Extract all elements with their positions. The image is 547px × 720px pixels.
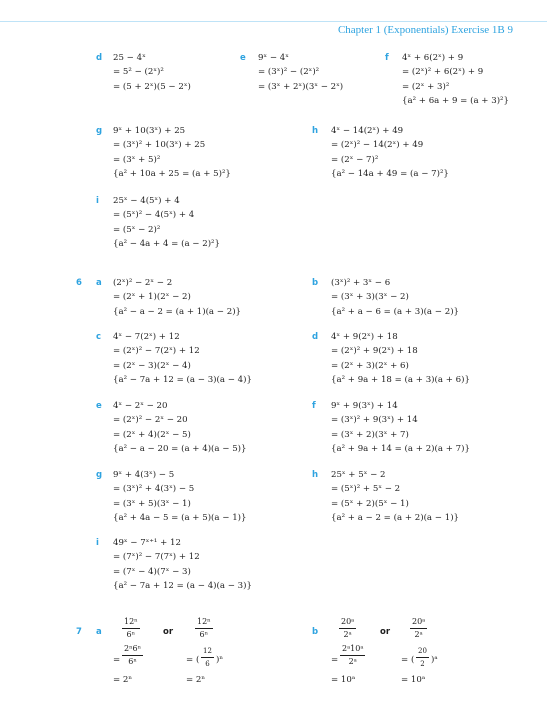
math-line: 4ˣ + 9(2ˣ) + 18: [331, 332, 398, 342]
math-line: = (3ˣ)² + 10(3ˣ) + 25: [113, 140, 206, 151]
part-label: h: [312, 126, 319, 136]
or-word: or: [380, 627, 391, 637]
math-line: = (2ˣ − 7)²: [331, 154, 379, 165]
math-line: = (7ˣ)² − 7(7ˣ) + 12: [113, 552, 200, 563]
math-line: = (5ˣ)² + 5ˣ − 2: [331, 484, 401, 495]
math-line: {a² + 9a + 18 = (a + 3)(a + 6)}: [331, 375, 470, 386]
math-line: = (5ˣ − 2)²: [113, 224, 161, 235]
math-line: 25ˣ − 4(5ˣ) + 4: [113, 196, 180, 206]
fraction: [410, 617, 427, 640]
math-line: = (2ˣ + 3)²: [402, 81, 450, 92]
header-rule: [0, 21, 547, 22]
math-line: 9ˣ + 10(3ˣ) + 25: [113, 126, 186, 136]
solution-5e: [258, 51, 343, 94]
page-header: Chapter 1 (Exponentials) Exercise 1B 9: [337, 24, 513, 36]
fraction-denominator: 6ⁿ: [195, 628, 213, 640]
math-line: = (3ˣ + 5)(3ˣ − 1): [113, 498, 191, 509]
math-line: = 2ⁿ: [186, 675, 206, 685]
math-line: 25 − 4ˣ: [113, 53, 146, 63]
math-line: = 10ᵃ: [331, 675, 356, 685]
or-word: or: [163, 627, 174, 637]
math-line: {a² + 4a − 5 = (a + 5)(a − 1)}: [113, 513, 247, 524]
math-line: {a² − 7a + 12 = (a − 3)(a − 4)}: [113, 375, 252, 386]
math-line: 4ˣ − 14(2ˣ) + 49: [331, 126, 404, 136]
math-line: 4ˣ − 2ˣ − 20: [113, 401, 168, 411]
math-line: 9ˣ + 9(3ˣ) + 14: [331, 401, 398, 411]
paren-open: (: [411, 655, 415, 665]
fraction-numerator: 2ᵃ10ᵃ: [342, 644, 364, 653]
solution-5g: [113, 124, 231, 182]
math-line: {a² − a − 2 = (a + 1)(a − 2)}: [113, 306, 242, 317]
fraction-denominator: 2: [416, 657, 429, 669]
fraction-numerator: 12: [203, 647, 212, 655]
math-line: = (2ˣ + 3)(2ˣ + 6): [331, 360, 409, 371]
solution-6d: [331, 330, 470, 388]
math-line: (2ˣ)² − 2ˣ − 2: [113, 278, 173, 288]
part-label: f: [312, 401, 316, 411]
fraction-denominator: 6ⁿ: [122, 628, 140, 640]
math-line: = (3ˣ + 2ˣ)(3ˣ − 2ˣ): [258, 81, 344, 92]
fraction-denominator: 2ᵃ: [410, 628, 427, 640]
math-line: = 2ⁿ: [113, 675, 133, 685]
math-line: = (7ˣ − 4)(7ˣ − 3): [113, 566, 191, 577]
fraction-numerator: 20ᵃ: [412, 617, 426, 626]
solution-6c: [113, 330, 252, 388]
fraction-numerator: 2ⁿ6ⁿ: [124, 644, 142, 653]
fraction-denominator: 6ⁿ: [122, 655, 143, 667]
question-number: 6: [76, 278, 82, 288]
fraction-numerator: 20: [418, 647, 427, 655]
math-line: = (2ˣ)² − 14(2ˣ) + 49: [331, 140, 424, 151]
solution-5f: [402, 51, 509, 109]
part-label: f: [385, 53, 389, 63]
part-label: d: [312, 332, 319, 342]
math-line: 49ˣ − 7ˣ⁺¹ + 12: [113, 538, 181, 548]
solution-5h: [331, 124, 449, 182]
paren-open: (: [196, 655, 200, 665]
math-line: = (3ˣ)² − (2ˣ)²: [258, 67, 320, 78]
math-line: 9ˣ − 4ˣ: [258, 53, 289, 63]
math-line: {a² + 6a + 9 = (a + 3)²}: [402, 96, 509, 107]
part-label: b: [312, 278, 319, 288]
math-line: = (2ˣ)² + 6(2ˣ) + 9: [402, 67, 484, 78]
math-line: {a² − 4a + 4 = (a − 2)²}: [113, 239, 220, 250]
part-label: a: [96, 278, 102, 288]
part-label: a: [96, 627, 102, 637]
math-line: = (3ˣ)² + 9(3ˣ) + 14: [331, 415, 418, 426]
math-line: = (3ˣ + 2)(3ˣ + 7): [331, 429, 409, 440]
math-line: 4ˣ + 6(2ˣ) + 9: [402, 53, 464, 63]
math-line: = 5² − (2ˣ)²: [113, 67, 164, 78]
math-line: {a² + 9a + 14 = (a + 2)(a + 7)}: [331, 444, 470, 455]
solution-6e: [113, 399, 246, 457]
math-line: = (2ˣ + 4)(2ˣ − 5): [113, 429, 191, 440]
solution-6i: [113, 536, 252, 594]
math-line: {a² − 14a + 49 = (a − 7)²}: [331, 169, 449, 180]
fraction-denominator: 2ᵃ: [339, 628, 356, 640]
math-line: = (3ˣ + 3)(3ˣ − 2): [331, 292, 409, 303]
fraction-denominator: 2ᵃ: [340, 655, 365, 667]
fraction: [122, 644, 143, 667]
math-line: = (2ˣ)² + 9(2ˣ) + 18: [331, 346, 418, 357]
fraction: [195, 617, 213, 640]
part-label: i: [96, 538, 99, 548]
part-label: g: [96, 126, 103, 136]
equals-sign: =: [186, 655, 194, 665]
paren-close-power: )ⁿ: [216, 655, 224, 665]
math-line: (3ˣ)² + 3ˣ − 6: [331, 278, 391, 288]
math-line: = 10ᵃ: [401, 675, 426, 685]
question-number: 7: [76, 627, 82, 637]
paren-close-power: )ᵃ: [431, 655, 438, 665]
fraction: [201, 646, 214, 669]
math-line: {a² − 7a + 12 = (a − 4)(a − 3)}: [113, 581, 252, 592]
part-label: h: [312, 470, 319, 480]
fraction-numerator: 20ᵃ: [341, 617, 355, 626]
solution-6f: [331, 399, 470, 457]
fraction: [340, 644, 365, 667]
math-line: = (2ˣ)² − 2ˣ − 20: [113, 415, 188, 426]
fraction-denominator: 6: [201, 657, 214, 669]
part-label: e: [96, 401, 102, 411]
part-label: g: [96, 470, 103, 480]
math-line: {a² − a − 20 = (a + 4)(a − 5)}: [113, 444, 247, 455]
part-label: b: [312, 627, 319, 637]
part-label: e: [240, 53, 246, 63]
math-line: = (2ˣ)² − 7(2ˣ) + 12: [113, 346, 200, 357]
solution-5i: [113, 194, 220, 252]
math-line: = (3ˣ)² + 4(3ˣ) − 5: [113, 484, 195, 495]
solution-6a: [113, 276, 241, 319]
math-line: {a² + a − 2 = (a + 2)(a − 1)}: [331, 513, 460, 524]
fraction-numerator: 12ⁿ: [197, 617, 211, 626]
solution-5d: [113, 51, 191, 94]
fraction-numerator: 12ⁿ: [124, 617, 138, 626]
solution-6h: [331, 468, 459, 526]
equals-sign: =: [401, 655, 409, 665]
math-line: = (5ˣ + 2)(5ˣ − 1): [331, 498, 409, 509]
fraction: [122, 617, 140, 640]
math-line: 9ˣ + 4(3ˣ) − 5: [113, 470, 175, 480]
math-line: {a² + a − 6 = (a + 3)(a − 2)}: [331, 306, 460, 317]
math-line: = (5 + 2ˣ)(5 − 2ˣ): [113, 81, 191, 92]
math-line: = (5ˣ)² − 4(5ˣ) + 4: [113, 210, 195, 221]
part-label: i: [96, 196, 99, 206]
equals-sign: =: [331, 655, 339, 665]
solution-6b: [331, 276, 459, 319]
fraction: [339, 617, 356, 640]
part-label: c: [96, 332, 102, 342]
math-line: 25ˣ + 5ˣ − 2: [331, 470, 386, 480]
fraction: [416, 646, 429, 669]
math-line: = (2ˣ + 1)(2ˣ − 2): [113, 292, 191, 303]
solution-6g: [113, 468, 246, 526]
math-line: 4ˣ − 7(2ˣ) + 12: [113, 332, 180, 342]
math-line: {a² + 10a + 25 = (a + 5)²}: [113, 169, 231, 180]
part-label: d: [96, 53, 103, 63]
equals-sign: =: [113, 655, 121, 665]
math-line: = (2ˣ − 3)(2ˣ − 4): [113, 360, 191, 371]
math-line: = (3ˣ + 5)²: [113, 154, 161, 165]
